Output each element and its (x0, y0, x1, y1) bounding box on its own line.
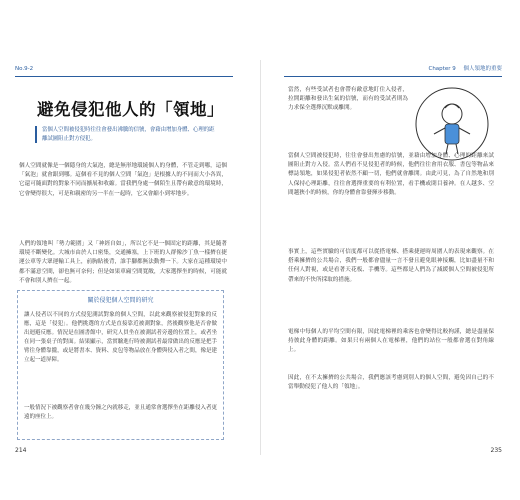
left-page (15, 62, 233, 452)
lead-summary: 當個人空間被侵犯時往往會發出沸騰的信號，會藉由增加身體、心理的距離試圖阻止對方侵犯。 (35, 126, 217, 143)
right-page-header (284, 62, 502, 77)
study-box (17, 290, 224, 440)
right-paragraph-3: 事實上，這些實驗的可信度都可以從搭電梯、搭乘捷運時周圍人的表現來觀察。在搭乘擁擠的公共場合，我們一般都會儘量一言不發且避免眼神接觸，比如盡量不和任何人對視，或是看著天花板、手機等。這些都是人們為了減緩個人空間被侵犯所帶來的不快所採取的措施。 (288, 249, 494, 283)
left-page-header: No.9-2 (15, 62, 233, 77)
left-paragraph-2: 人們的領地叫「勢力範圍」又「神經自如」，所以它不是一個固定的距離，其是隨著環境不斷變化。大城市由於人口密集，交通擁塞，上下班的人群像沙丁魚一樣擠在捷運公車等大眾運輸工具上，前胸貼後背，誰手腳都無法動彈一下。大家在這種環境中都不滿意空間，卻也無可奈何；但是如果車廂空間寬敞，大家選擇坐的時候，可能就不會和別人擠在一起。 (19, 241, 227, 284)
right-page-number: 235 (490, 447, 502, 454)
right-paragraph-2: 當個人空間被侵犯時，往往會發出焦慮的信號，並藉由增加身體、心理的距離來試圖阻止對方入侵。當人們看不見侵犯者的時候，他們往往會用衣服、書包等物品來標誌領地，如果侵犯者依然不顧一切，他們就會離開。由此可見，為了自然地和別人保持心理距離，往往會選擇重要的有利位置，看手機或閉目養神。在人越多、空間越狹小的時候，你的身體會靠發揮步移動。 (288, 153, 494, 196)
right-paragraph-5: 因此，在不太擁擠的公共場合，我們應該考慮到別人的個人空間，避免因自己的不當舉動侵犯了他人的「領地」。 (288, 375, 494, 391)
study-paragraph-1: 讓人侵者以不同的方式侵犯測試對象的個人空間，以此來觀察被侵犯對象的反應，這是「侵犯」。他們挑選的方式是直接靠近被測對象，然後觀察他是否會做出迴避反應。情況是在圖書館中，研究人員坐在被測試者旁邊的位置上，或者坐在同一張桌子的對面。結果顯示，當實驗進行時被測試者最常做出的反應是把手臂往身體靠攏，或是將書本、資料、皮包等物品放在身體與侵入者之間，像是建立起一道屏障。 (24, 312, 217, 363)
left-page-number: 214 (15, 447, 27, 454)
right-page (284, 62, 502, 452)
right-paragraph-4: 電梯中每個人的平均空間有限，因此電梯裡的乘客也會變得比較拘謹，總是盡量保持彼此身體的距離。如果只有兩個人在電梯裡，他們的站位一般都會選在對角線上。 (288, 329, 494, 354)
chapter-title: 個人領地的重要 (463, 66, 502, 72)
study-box-title: 關於侵犯個人空間的研究 (87, 297, 154, 304)
page-title: 避免侵犯他人的「領地」 (37, 100, 224, 119)
right-paragraph-1: 當然，有些受試者也會帶有敵意地盯住入侵者，拉開距離和發出生氣的信號，而有的受試者則為力求保全選擇沉默或離開。 (288, 87, 408, 112)
left-paragraph-1: 個人空間就像是一個隱身的大氣泡，總是無形地環繞個人的身體，不管走到哪，這個「氣泡」就會跟到哪。這個看不見的個人空間「氣泡」是根據人的不同而大小各異，它還可隨面對的對象不同而擴展和收縮。當我們身處一個陌生且帶有敵意的環境時，它會變得很大，可是和親密的另一半在一起時，它又會縮小到零地步。 (19, 163, 227, 197)
chapter-label: Chapter 9 (428, 66, 456, 72)
book-spine (260, 60, 261, 455)
study-paragraph-2: 一般情況下被觀察者會在幾分鐘之內就移走，並且通常會選擇坐在距離侵入者更遠的座位上。 (24, 405, 217, 420)
